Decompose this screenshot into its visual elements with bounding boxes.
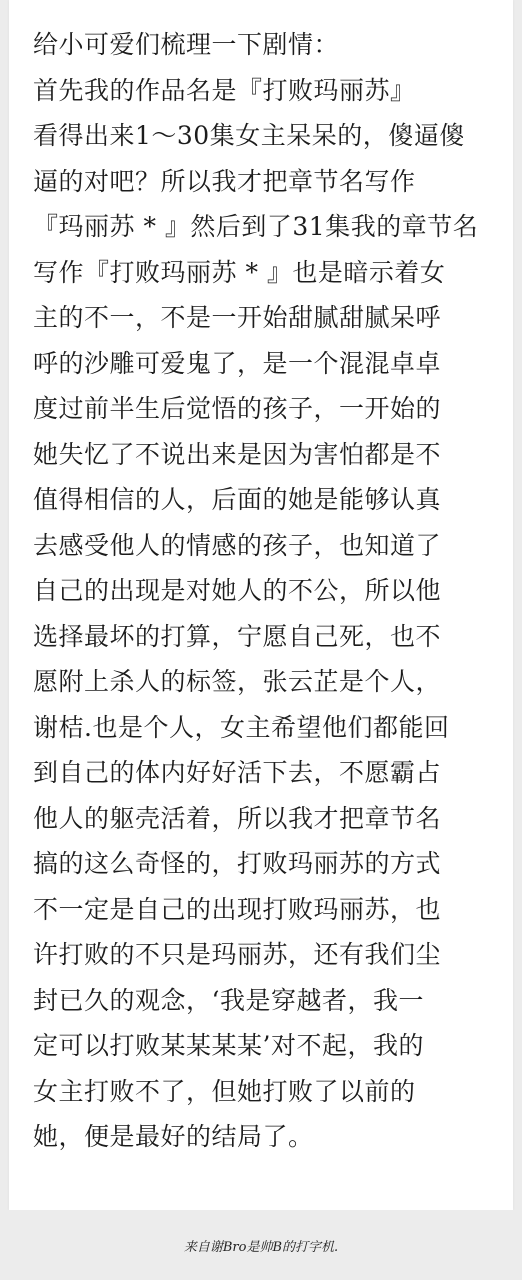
text-line: 到自己的体内好好活下去，不愿霸占 (33, 758, 442, 787)
text-line: 度过前半生后觉悟的孩子，一开始的 (33, 394, 442, 423)
text-line: 写作『打败玛丽苏 * 』也是暗示着女 (33, 257, 446, 287)
text-line: 封已久的观念，‘我是穿越者，我一 (33, 985, 424, 1015)
text-line: 首先我的作品名是『打败玛丽苏』 (33, 75, 416, 105)
text-line: 谢桔.也是个人，女主希望他们都能回 (33, 712, 450, 742)
note-text-body (33, 22, 503, 1160)
text-line: 愿附上杀人的标签，张云芷是个人， (33, 667, 442, 696)
text-line: 女主打败不了，但她打败了以前的 (33, 1076, 416, 1106)
footer-source-label: 来自谢Bro是帅B的打字机. (183, 1240, 339, 1255)
text-line: 许打败的不只是玛丽苏，还有我们尘 (33, 940, 442, 969)
text-line: 看得出来1～30集女主呆呆的，傻逼傻 (33, 121, 465, 150)
text-line: 呼的沙雕可爱鬼了，是一个混混卓卓 (33, 348, 442, 378)
text-line: 她，便是最好的结局了。 (33, 1122, 314, 1151)
text-line: 去感受他人的情感的孩子，也知道了 (33, 530, 442, 560)
text-line: 选择最坏的打算，宁愿自己死，也不 (33, 621, 442, 651)
text-line: 搞的这么奇怪的，打败玛丽苏的方式 (33, 849, 442, 878)
text-line: 值得相信的人，后面的她是能够认真 (33, 485, 442, 514)
text-line: 『玛丽苏 * 』然后到了31集我的章节名 (33, 212, 479, 241)
text-line: 定可以打败某某某某’对不起，我的 (33, 1031, 424, 1060)
text-line: 主的不一，不是一开始甜腻甜腻呆呼 (33, 303, 442, 332)
text-line: 给小可爱们梳理一下剧情： (33, 30, 340, 59)
text-line: 不一定是自己的出现打败玛丽苏，也 (33, 894, 442, 924)
text-line: 她失忆了不说出来是因为害怕都是不 (33, 439, 442, 469)
text-line: 自己的出现是对她人的不公，所以他 (33, 576, 442, 605)
text-line: 他人的躯壳活着，所以我才把章节名 (33, 803, 442, 833)
text-line: 逼的对吧？所以我才把章节名写作 (33, 166, 416, 196)
